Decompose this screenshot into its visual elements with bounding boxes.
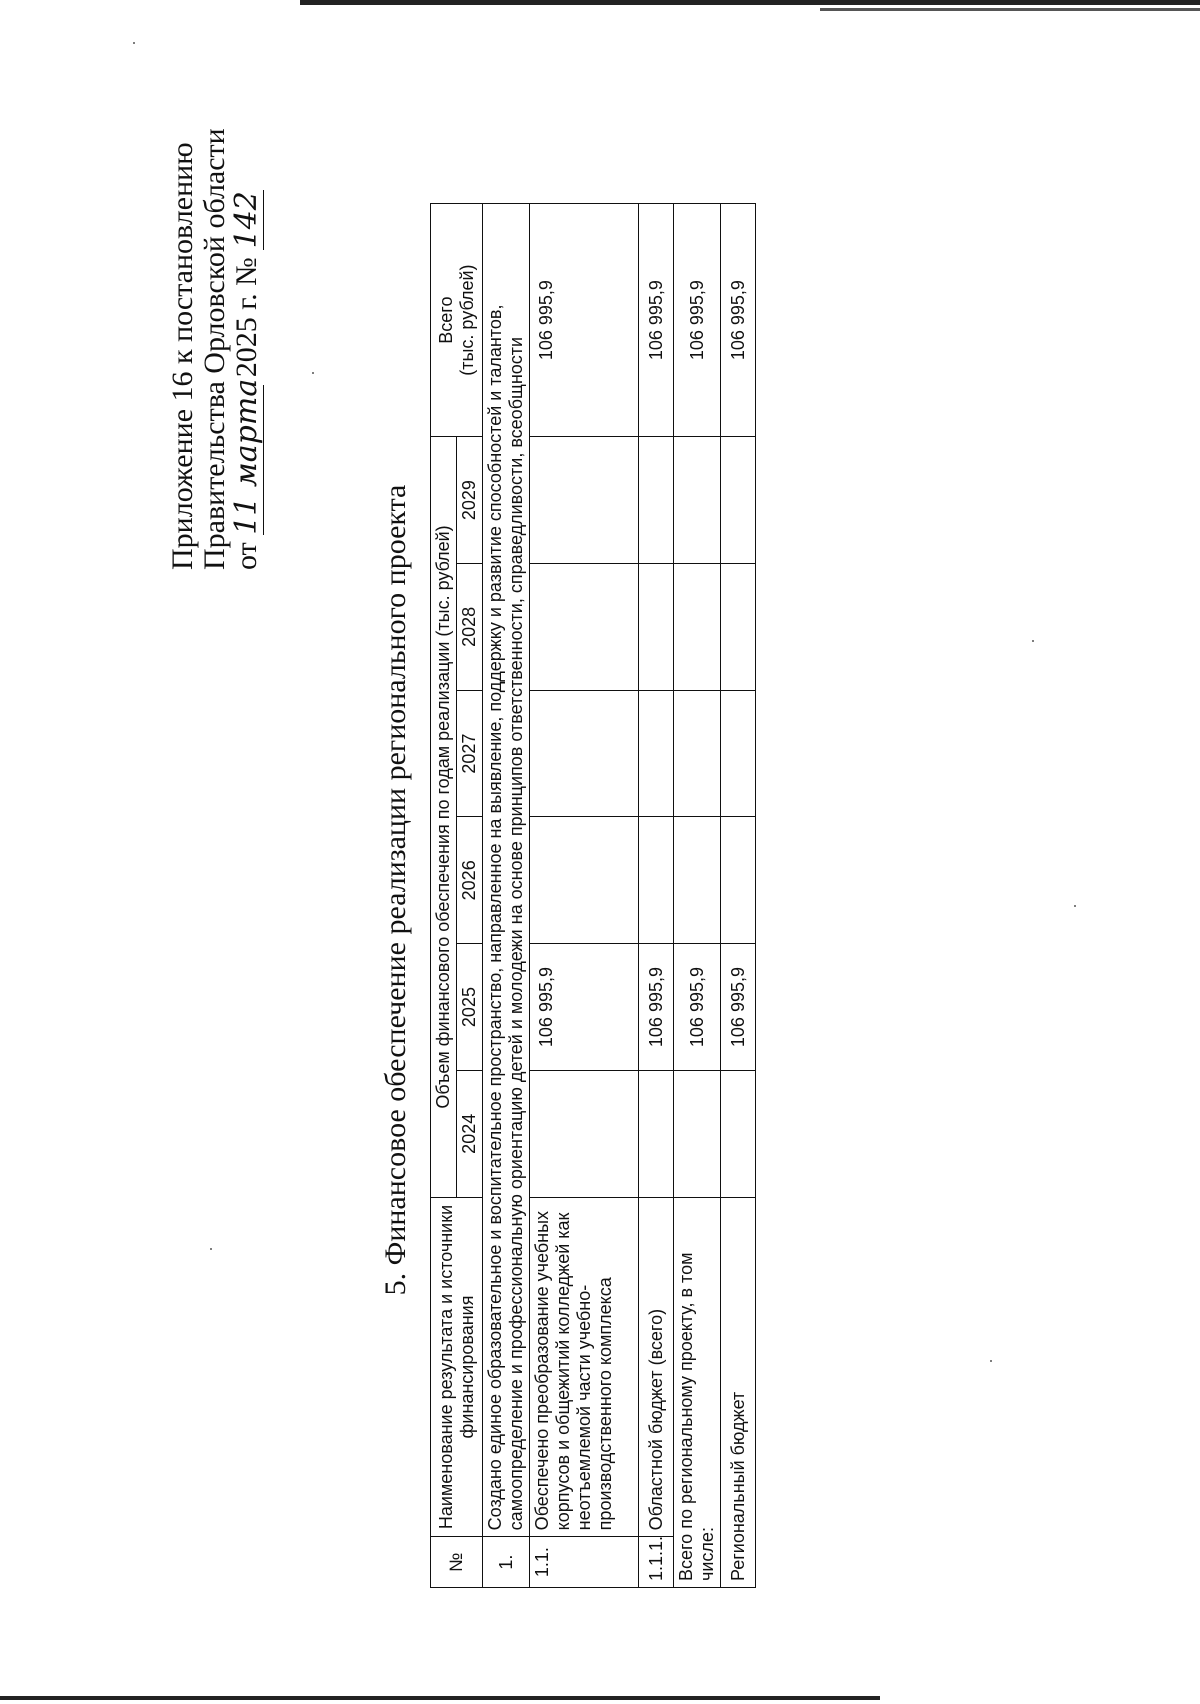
header-row-1 xyxy=(431,204,457,1588)
header-name: Наименование результата и источники финансирования xyxy=(431,1197,483,1537)
project-total-2025: 106 995,9 xyxy=(674,944,721,1071)
project-total-sum: 106 995,9 xyxy=(674,204,721,437)
result-value-2029 xyxy=(530,437,639,564)
handwritten-number: 142 xyxy=(229,191,264,249)
result-value-2028 xyxy=(530,563,639,690)
result-name: Обеспечено преобразование учебных корпусов и общежитий колледжей как неотъемлемой части учебно-производственного комплекса xyxy=(530,1197,639,1537)
header-year: 2029 xyxy=(457,437,483,564)
scan-edge-top-secondary xyxy=(820,8,1200,11)
regional-budget-2025: 106 995,9 xyxy=(721,944,756,1071)
regional-budget-2026 xyxy=(721,817,756,944)
project-total-name: Всего по региональному проекту, в том числе: xyxy=(674,1197,721,1587)
project-total-2028 xyxy=(674,563,721,690)
subrow-value-2027 xyxy=(639,690,674,817)
header-year: 2025 xyxy=(457,944,483,1071)
appendix-line-2: Правительства Орловской области xyxy=(198,128,231,570)
subrow-name: Областной бюджет (всего) xyxy=(639,1197,674,1537)
project-total-row xyxy=(674,204,721,1588)
scan-speck xyxy=(1032,640,1034,642)
financing-table xyxy=(430,203,756,1588)
scan-edge-bottom xyxy=(0,1696,880,1700)
project-total-2029 xyxy=(674,437,721,564)
subrow-value-2028 xyxy=(639,563,674,690)
scan-speck xyxy=(133,42,135,44)
goal-text: Создано единое образовательное и воспитательное пространство, направленное на выявление, поддержку и развитие способностей и талантов, самоопределение и профессиональную ориентацию детей и молодежи на основе принципов ответственности, справедливости, всеобщности xyxy=(483,204,530,1537)
header-year: 2026 xyxy=(457,817,483,944)
appendix-header xyxy=(166,128,264,570)
result-value-2024 xyxy=(530,1070,639,1197)
subrow-value-2029 xyxy=(639,437,674,564)
header-total-line-2: (тыс. рублей) xyxy=(456,264,477,376)
scan-edge-top xyxy=(300,0,1200,5)
result-total: 106 995,9 xyxy=(530,204,639,437)
subrow-value-2025: 106 995,9 xyxy=(639,944,674,1071)
project-total-2027 xyxy=(674,690,721,817)
handwritten-date: 11 марта xyxy=(229,378,264,535)
result-row xyxy=(530,204,639,1588)
date-prefix: от xyxy=(230,542,263,570)
subrow-value-2024 xyxy=(639,1070,674,1197)
rotated-document-page xyxy=(120,130,1020,1650)
result-value-2026 xyxy=(530,817,639,944)
subrow-regional-budget xyxy=(639,204,674,1588)
project-total-2026 xyxy=(674,817,721,944)
section-title: 5. Финансовое обеспечение реализации регионального проекта xyxy=(379,484,412,1296)
subrow-value-2026 xyxy=(639,817,674,944)
regional-budget-row xyxy=(721,204,756,1588)
header-num: № xyxy=(431,1537,483,1588)
scan-speck xyxy=(1074,905,1076,907)
result-value-2027 xyxy=(530,690,639,817)
year-text: 2025 г. № xyxy=(230,257,263,378)
appendix-line-1: Приложение 16 к постановлению xyxy=(166,142,199,570)
result-value-2025: 106 995,9 xyxy=(530,944,639,1071)
header-volume: Объем финансового обеспечения по годам реализации (тыс. рублей) xyxy=(431,437,457,1197)
regional-budget-2024 xyxy=(721,1070,756,1197)
regional-budget-2027 xyxy=(721,690,756,817)
header-year: 2024 xyxy=(457,1070,483,1197)
regional-budget-sum: 106 995,9 xyxy=(721,204,756,437)
regional-budget-2029 xyxy=(721,437,756,564)
project-total-2024 xyxy=(674,1070,721,1197)
subrow-num: 1.1.1. xyxy=(639,1537,674,1588)
header-total xyxy=(431,204,483,437)
regional-budget-2028 xyxy=(721,563,756,690)
header-year: 2028 xyxy=(457,563,483,690)
goal-num: 1. xyxy=(483,1537,530,1588)
header-year: 2027 xyxy=(457,690,483,817)
goal-row xyxy=(483,204,530,1588)
header-total-line-1: Всего xyxy=(435,296,456,344)
appendix-date-line xyxy=(231,140,264,570)
subrow-total: 106 995,9 xyxy=(639,204,674,437)
result-num: 1.1. xyxy=(530,1537,639,1588)
regional-budget-name: Региональный бюджет xyxy=(721,1197,756,1587)
